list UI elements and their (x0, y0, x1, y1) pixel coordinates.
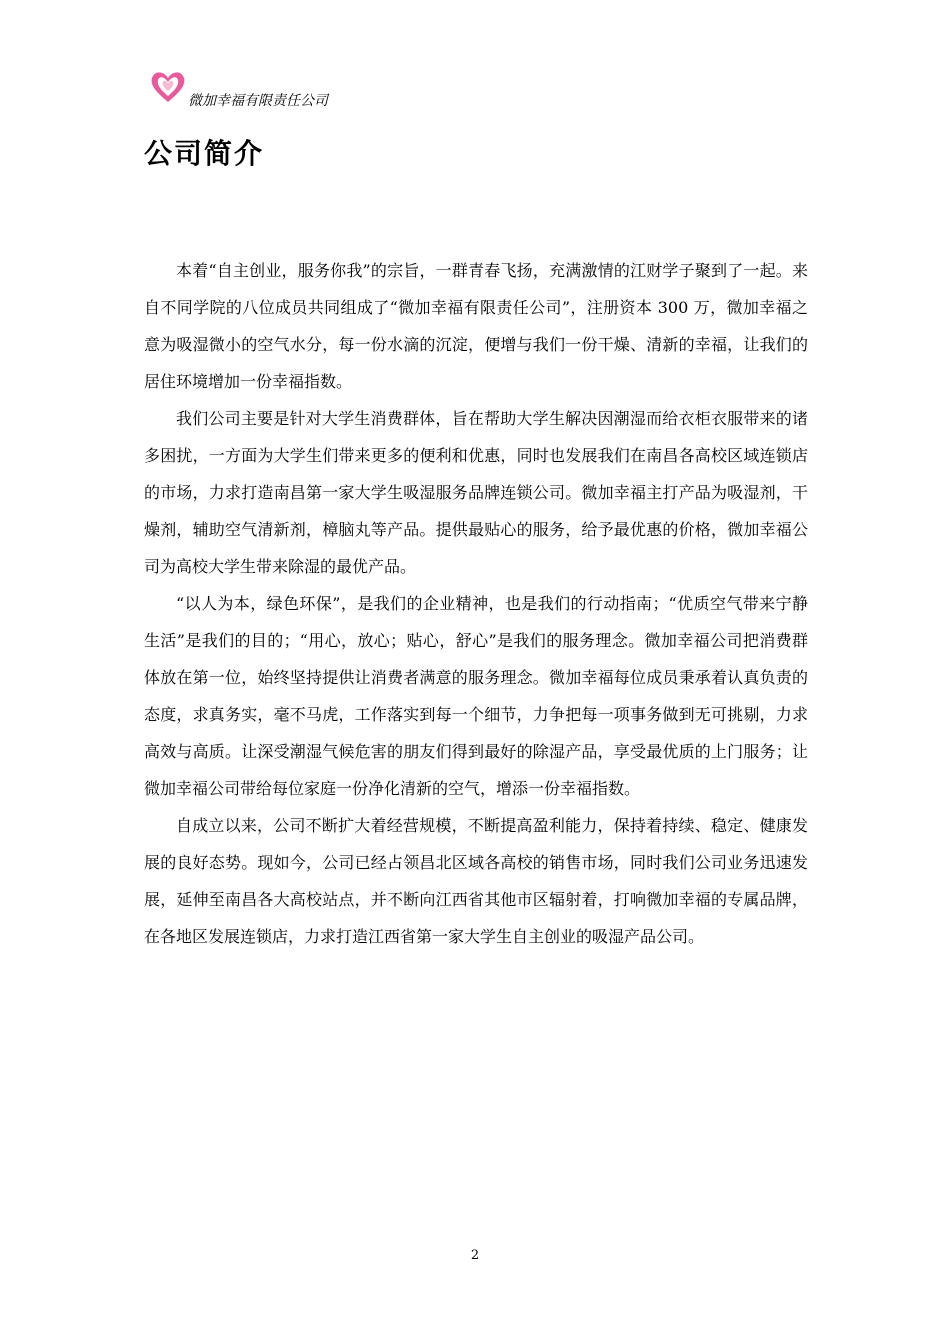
page-title: 公司简介 (144, 137, 265, 170)
paragraph: 我们公司主要是针对大学生消费群体，旨在帮助大学生解决因潮湿而给衣柜衣服带来的诸多困扰，一方面为大学生们带来更多的便利和优惠，同时也发展我们在南昌各高校区域连锁店的市场，力求打造南昌第一家大学生吸湿服务品牌连锁公司。微加幸福主打产品为吸湿剂，干燥剂，辅助空气清新剂，樟脑丸等产品。提供最贴心的服务，给予最优惠的价格，微加幸福公司为高校大学生带来除湿的最优产品。 (144, 409, 808, 576)
paragraph: 自成立以来，公司不断扩大着经营规模，不断提高盈利能力，保持着持续、稳定、健康发展的良好态势。现如今，公司已经占领昌北区域各高校的销售市场，同时我们公司业务迅速发展，延伸至南昌各大高校站点，并不断向江西省其他市区辐射着，打响微加幸福的专属品牌，在各地区发展连锁店，力求打造江西省第一家大学生自主创业的吸湿产品公司。 (144, 816, 808, 946)
company-name: 微加幸福有限责任公司 (188, 93, 328, 109)
body-text (144, 252, 808, 955)
page-number: 2 (470, 1248, 480, 1263)
paragraph: “以人为本，绿色环保”，是我们的企业精神，也是我们的行动指南；“优质空气带来宁静生活”是我们的目的；“用心，放心；贴心，舒心”是我们的服务理念。微加幸福公司把消费群体放在第一位，始终坚持提供让消费者满意的服务理念。微加幸福每位成员秉承着认真负责的态度，求真务实，毫不马虎，工作落实到每一个细节，力争把每一项事务做到无可挑剔，力求高效与高质。让深受潮湿气候危害的朋友们得到最好的除湿产品，享受最优质的上门服务；让微加幸福公司带给每位家庭一份净化清新的空气，增添一份幸福指数。 (144, 594, 808, 798)
page-header (148, 68, 408, 114)
heart-logo-icon (148, 68, 188, 108)
paragraph: 本着“自主创业，服务你我”的宗旨，一群青春飞扬，充满激情的江财学子聚到了一起。来自不同学院的八位成员共同组成了“微加幸福有限责任公司”，注册资本 300 万，微加幸福之意为吸湿微小的空气水分，每一份水滴的沉淀，便增与我们一份干燥、清新的幸福，让我们的居住环境增加一份幸福指数。 (144, 261, 808, 391)
